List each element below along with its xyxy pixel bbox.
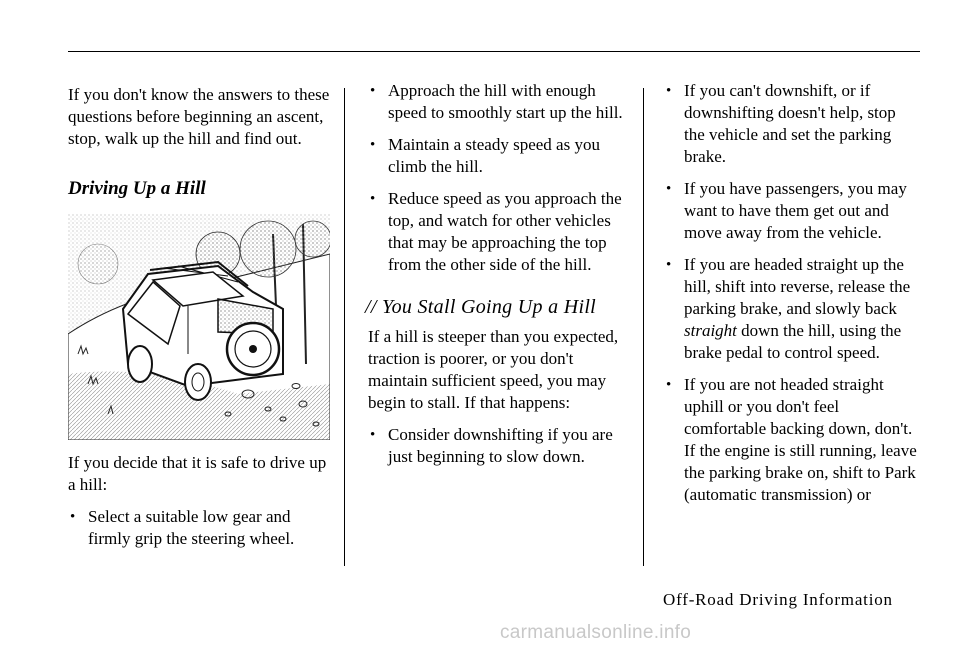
section-heading-stall-up-hill: // You Stall Going Up a Hill bbox=[365, 296, 597, 318]
list-item: • If you can't downshift, or if downshifting doesn't help, stop the vehicle and set the parking brake. bbox=[664, 80, 920, 168]
column-3 bbox=[664, 80, 920, 516]
list-item: • Consider downshifting if you are just beginning to slow down. bbox=[368, 424, 630, 468]
watermark: carmanualsonline.info bbox=[500, 622, 692, 643]
column-divider-1 bbox=[344, 88, 345, 566]
page-footer: Off-Road Driving Information bbox=[663, 590, 893, 609]
col2-bullet-list-2 bbox=[368, 424, 630, 468]
list-item: • If you have passengers, you may want to have them get out and move away from the vehicle. bbox=[664, 178, 920, 244]
column-divider-2 bbox=[643, 88, 644, 566]
after-image-paragraph: If you decide that it is safe to drive up a hill: bbox=[68, 453, 327, 494]
intro-paragraph: If you don't know the answers to these questions before beginning an ascent, stop, walk up the hill and find out. bbox=[68, 85, 330, 148]
list-item: • Maintain a steady speed as you climb the hill. bbox=[368, 134, 630, 178]
col3-bullet-list bbox=[664, 80, 920, 506]
list-item: • Select a suitable low gear and firmly grip the steering wheel. bbox=[68, 506, 336, 550]
suv-on-hill-illustration bbox=[68, 214, 330, 440]
section-heading-driving-up-hill: Driving Up a Hill bbox=[68, 178, 206, 199]
col2-bullet-list bbox=[368, 80, 630, 276]
list-item: • If you are headed straight up the hill, shift into reverse, release the parking brake, and slowly back straight down the hill, using the brake pedal to control speed. bbox=[664, 254, 920, 364]
col1-bullet-list bbox=[68, 506, 336, 550]
list-item: • Reduce speed as you approach the top, and watch for other vehicles that may be approaching the top from the other side of the hill. bbox=[368, 188, 630, 276]
top-rule bbox=[68, 51, 920, 52]
column-1 bbox=[68, 84, 336, 560]
stall-paragraph: If a hill is steeper than you expected, traction is poorer, or you don't maintain sufficient speed, you may begin to stall. If that happens: bbox=[368, 327, 619, 412]
column-2 bbox=[365, 80, 630, 478]
list-item: • If you are not headed straight uphill or you don't feel comfortable backing down, don't. If the engine is still running, leave the parking brake on, shift to Park (automatic transmission) or bbox=[664, 374, 920, 506]
list-item: • Approach the hill with enough speed to smoothly start up the hill. bbox=[368, 80, 630, 124]
